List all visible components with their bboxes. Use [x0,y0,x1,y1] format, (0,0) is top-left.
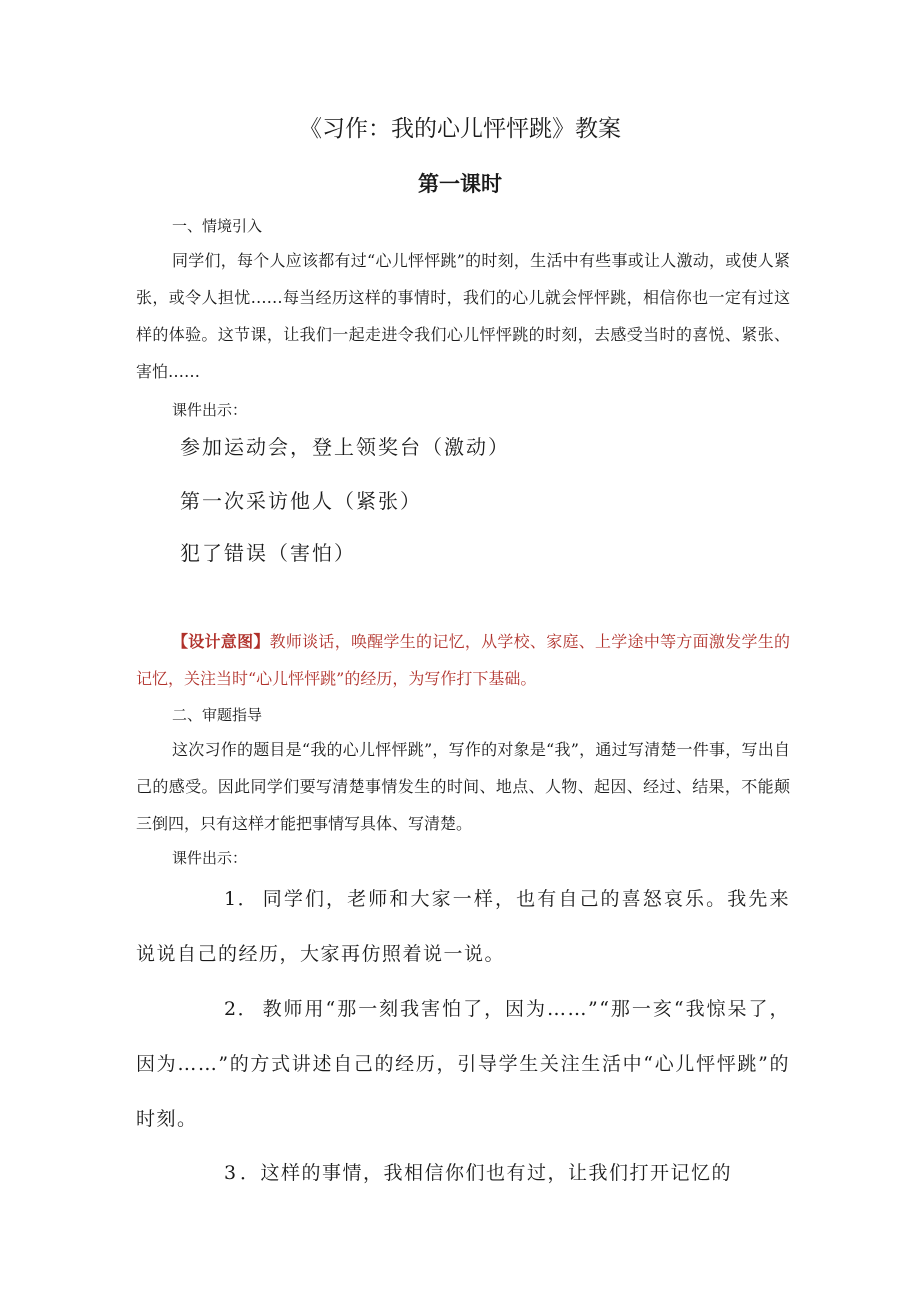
example-line: 第一次采访他人（紧张） [180,489,422,513]
item-number: 2． [224,998,259,1020]
item-text: 同学们，老师和大家一样，也有自己的喜怒哀乐。我先来说说自己的经历，大家再仿照着说一说。 [136,888,790,965]
numbered-item [136,872,790,982]
example-line: 参加运动会，登上领奖台（激动） [180,435,510,459]
design-intent-paragraph [136,623,790,697]
item-number: 1． [224,888,259,910]
courseware-label: 课件出示： [172,849,248,867]
numbered-item [136,982,790,1147]
design-intent-tag: 【设计意图】 [172,632,270,651]
lesson-subtitle: 第一课时 [418,172,502,196]
item-number: 3 [224,1162,238,1184]
item-text: 教师用“那一刻我害怕了，因为……”“那一亥“我惊呆了，因为……”的方式讲述自己的经历，引导学生关注生活中“心儿怦怦跳”的时刻。 [136,998,790,1130]
courseware-label: 课件出示： [172,401,248,419]
intro-paragraph: 同学们，每个人应该都有过“心儿怦怦跳”的时刻，生活中有些事或让人激动，或使人紧张，或令人担忧……每当经历这样的事情时，我们的心儿就会怦怦跳，相信你也一定有过这样的体验。这节课，让我们一起走进令我们心儿怦怦跳的时刻，去感受当时的喜悦、紧张、害怕…… [136,251,790,381]
example-line: 犯了错误（害怕） [180,541,356,565]
section-heading-topic: 二、审题指导 [172,706,263,724]
design-intent-text: 教师谈话，唤醒学生的记忆，从学校、家庭、上学途中等方面激发学生的记忆，关注当时“心儿怦怦跳”的经历，为写作打下基础。 [136,632,790,688]
topic-paragraph: 这次习作的题目是“我的心儿怦怦跳”，写作的对象是“我”，通过写清楚一件事，写出自己的感受。因此同学们要写清楚事情发生的时间、地点、人物、起因、经过、结果，不能颠三倒四，只有这样才能把事情写具体、写清楚。 [136,740,790,833]
numbered-item [136,1146,790,1201]
item-text: ．这样的事情，我相信你们也有过，让我们打开记忆的 [240,1162,733,1184]
document-title: 《习作：我的心儿怦怦跳》教案 [299,116,621,142]
section-heading-intro: 一、情境引入 [172,217,263,235]
